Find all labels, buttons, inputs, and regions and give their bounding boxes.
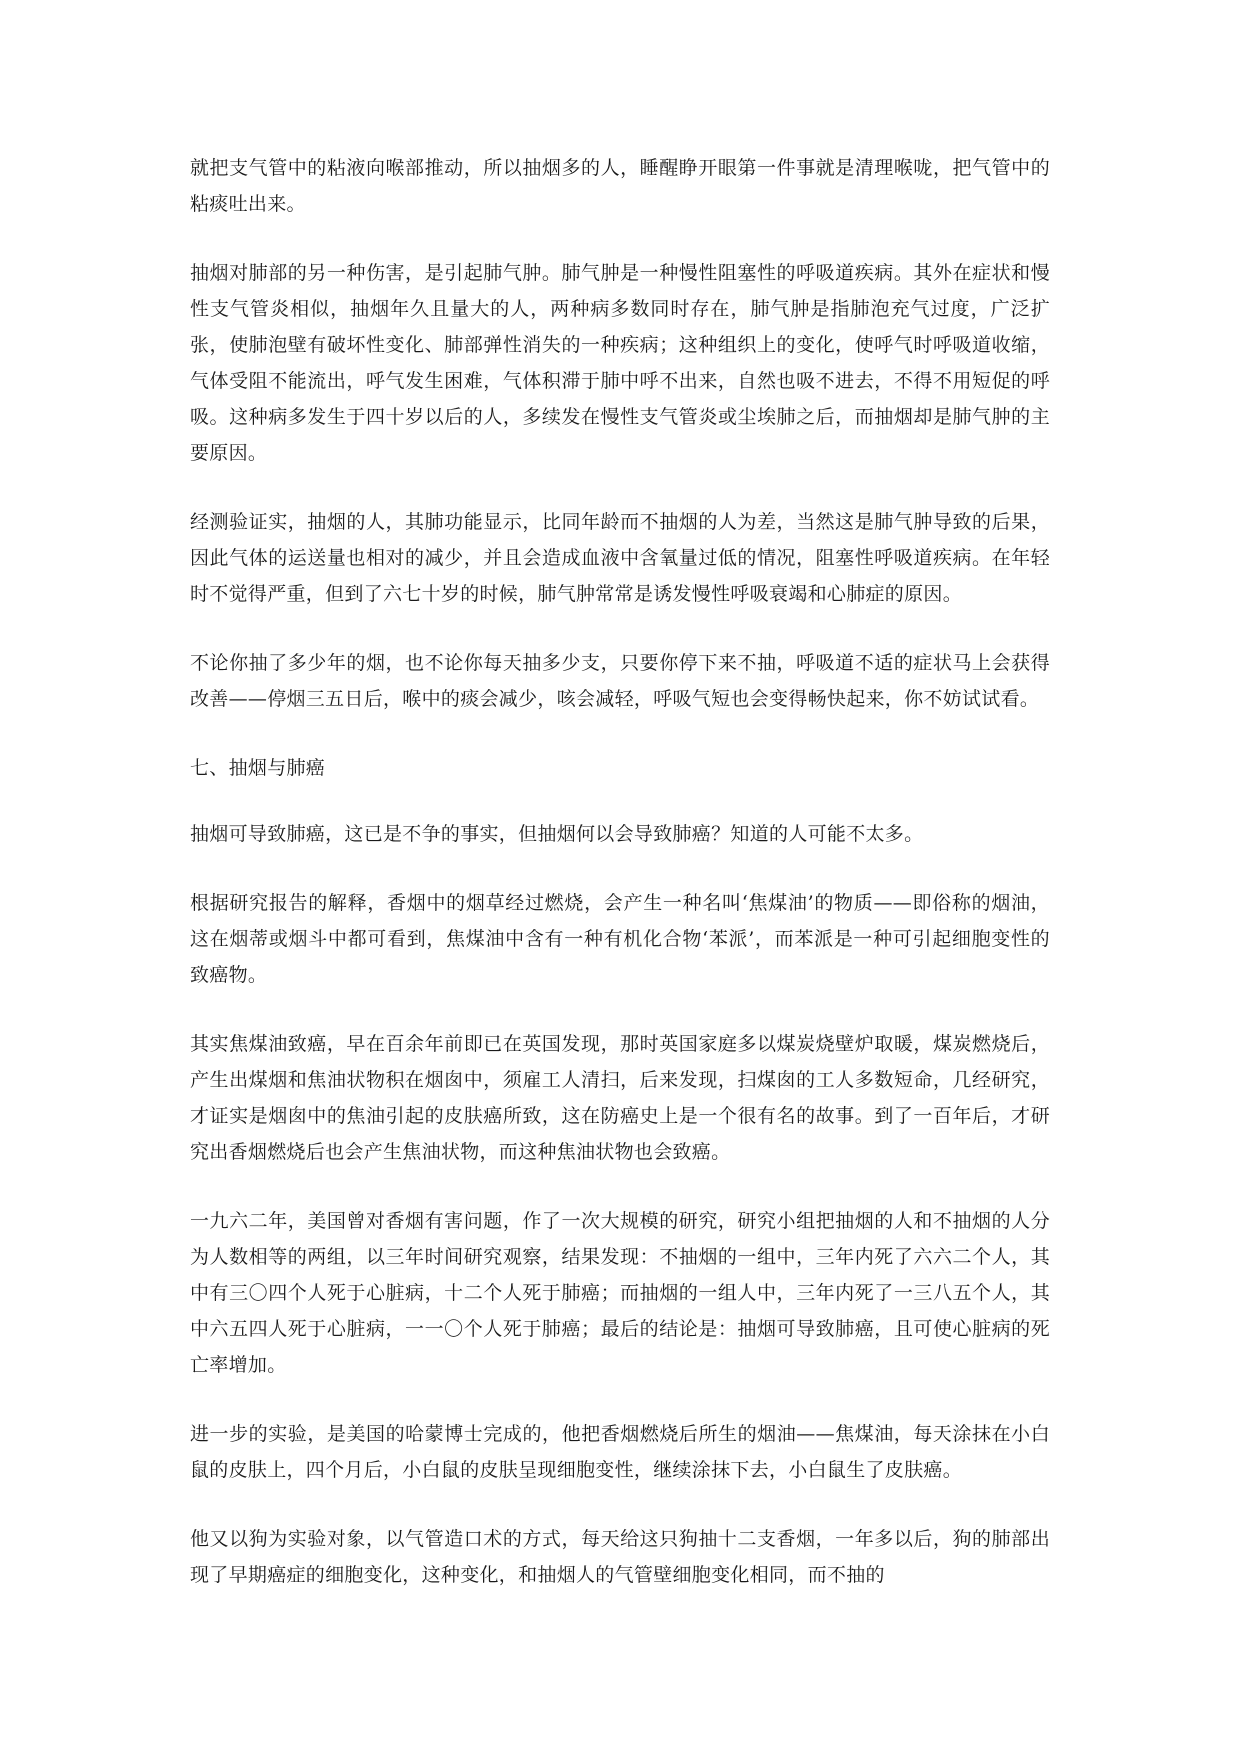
document-page bbox=[190, 150, 1050, 1626]
paragraph-lung-function: 经测验证实，抽烟的人，其肺功能显示，比同年龄而不抽烟的人为差，当然这是肺气肿导致的后果，因此气体的运送量也相对的减少，并且会造成血液中含氧量过低的情况，阻塞性呼吸道疾病。在年轻时不觉得严重，但到了六七十岁的时候，肺气肿常常是诱发慢性呼吸衰竭和心肺症的原因。 bbox=[190, 511, 1050, 605]
paragraph-mouse-experiment: 进一步的实验，是美国的哈蒙博士完成的，他把香烟燃烧后所生的烟油——焦煤油，每天涂抹在小白鼠的皮肤上，四个月后，小白鼠的皮肤呈现细胞变性，继续涂抹下去，小白鼠生了皮肤癌。 bbox=[190, 1423, 1050, 1481]
paragraph-dog-experiment: 他又以狗为实验对象，以气管造口术的方式，每天给这只狗抽十二支香烟，一年多以后，狗的肺部出现了早期癌症的细胞变化，这种变化，和抽烟人的气管壁细胞变化相同，而不抽的 bbox=[190, 1528, 1050, 1586]
paragraph-emphysema: 抽烟对肺部的另一种伤害，是引起肺气肿。肺气肿是一种慢性阻塞性的呼吸道疾病。其外在症状和慢性支气管炎相似，抽烟年久且量大的人，两种病多数同时存在，肺气肿是指肺泡充气过度，广泛扩张，使肺泡壁有破坏性变化、肺部弹性消失的一种疾病；这种组织上的变化，使呼气时呼吸道收缩，气体受阻不能流出，呼气发生困难，气体积滞于肺中呼不出来，自然也吸不进去，不得不用短促的呼吸。这种病多发生于四十岁以后的人，多续发在慢性支气管炎或尘埃肺之后，而抽烟却是肺气肿的主要原因。 bbox=[190, 262, 1050, 464]
paragraph-quit-benefits: 不论你抽了多少年的烟，也不论你每天抽多少支，只要你停下来不抽，呼吸道不适的症状马上会获得改善——停烟三五日后，喉中的痰会减少，咳会减轻，呼吸气短也会变得畅快起来，你不妨试试看。 bbox=[190, 652, 1050, 710]
paragraph-cancer-intro: 抽烟可导致肺癌，这已是不争的事实，但抽烟何以会导致肺癌？知道的人可能不太多。 bbox=[190, 823, 924, 845]
paragraph-1962-study: 一九六二年，美国曾对香烟有害问题，作了一次大规模的研究，研究小组把抽烟的人和不抽烟的人分为人数相等的两组，以三年时间研究观察，结果发现：不抽烟的一组中，三年内死了六六二个人，其中有三〇四个人死于心脏病，十二个人死于肺癌；而抽烟的一组人中，三年内死了一三八五个人，其中六五四人死于心脏病，一一〇个人死于肺癌；最后的结论是：抽烟可导致肺癌，且可使心脏病的死亡率增加。 bbox=[190, 1210, 1050, 1376]
paragraph-chimney-history: 其实焦煤油致癌，早在百余年前即已在英国发现，那时英国家庭多以煤炭烧壁炉取暖，煤炭燃烧后，产生出煤烟和焦油状物积在烟囱中，须雇工人清扫，后来发现，扫煤囱的工人多数短命，几经研究，才证实是烟囱中的焦油引起的皮肤癌所致，这在防癌史上是一个很有名的故事。到了一百年后，才研究出香烟燃烧后也会产生焦油状物，而这种焦油状物也会致癌。 bbox=[190, 1033, 1050, 1163]
paragraph-tar: 根据研究报告的解释，香烟中的烟草经过燃烧，会产生一种名叫‘焦煤油’的物质——即俗称的烟油，这在烟蒂或烟斗中都可看到，焦煤油中含有一种有机化合物‘苯派’，而苯派是一种可引起细胞变性的致癌物。 bbox=[190, 892, 1050, 986]
paragraph-phlegm: 就把支气管中的粘液向喉部推动，所以抽烟多的人，睡醒睁开眼第一件事就是清理喉咙，把气管中的粘痰吐出来。 bbox=[190, 157, 1050, 215]
section-heading-lung-cancer: 七、抽烟与肺癌 bbox=[190, 757, 326, 779]
